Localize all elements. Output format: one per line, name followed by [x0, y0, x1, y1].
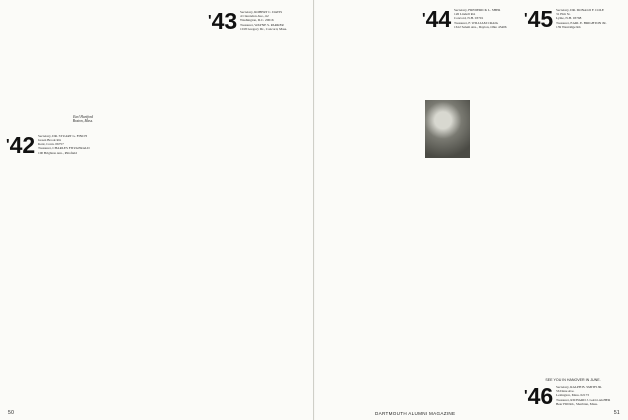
- page-number-left: 50: [8, 410, 15, 416]
- right-page: [315, 0, 628, 420]
- class-numeral: '45: [524, 6, 554, 32]
- class-header-45: [524, 6, 622, 40]
- signature-city: Boston, Mass.: [72, 119, 93, 124]
- class-header-43: [208, 8, 307, 42]
- column-right-2: [422, 4, 518, 399]
- signature-name: Earl Hartford: [73, 114, 93, 119]
- column-right-3: [524, 4, 622, 399]
- magazine-footer-title: DARTMOUTH ALUMNI MAGAZINE: [375, 411, 456, 416]
- class-numeral: '44: [422, 6, 452, 32]
- class-header-44: [422, 6, 518, 40]
- column-left-1: [6, 4, 101, 399]
- class-officers: Secretary, DR. DONALD F. COLE 31 Elm St. Lyme, N.H. 03768 Treasurer, EARL E. BRIGHTON JR. 139 Westridge Rd.: [556, 8, 607, 29]
- page-number-right: 51: [613, 410, 620, 416]
- column-right-1: [321, 4, 416, 399]
- column-left-2: [107, 4, 202, 399]
- class-header-46: [524, 383, 622, 413]
- class-numeral: '43: [208, 8, 238, 34]
- class-numeral: '46: [524, 383, 554, 409]
- class-officers: Secretary, DR. STUART G. FINCH Green Brook Rd. Kent, Conn. 06757 Treasurer, CHARLES FITZGERALD 100 Brighton Ave., Pittsfield: [38, 133, 90, 155]
- class-officers: Secretary, FREDERICK L. SHER 126 Lindell Rd. Concord, N.H. 03701 Treasurer, F. WILLIAM CRAIG 1612 Salem Ave., Dayton, Ohio 45406: [454, 8, 507, 29]
- column-left-3: [208, 4, 307, 399]
- class-officers: Secretary, RALPH B. SMITH JR. 56 Dane Ave. Lexington, Mass. 02173 Treasurer, RICHARD J. GALLAGHER Bear Hill Rd., Sharbran, Mass.: [556, 385, 611, 406]
- portrait-photo: [425, 100, 470, 158]
- closing-line: SEE YOU IN HANOVER IN JUNE.: [545, 378, 601, 382]
- class-numeral: '42: [6, 131, 36, 158]
- class-officers: Secretary, ROBERT C. DAVIS 4 Clarendon Ave., #2 Washington, D.C. 20016 Treasurer, WAYNE S. PARKER 1018 Gregory Dr., Concord, Mass.: [240, 10, 288, 31]
- class-header-42: [6, 132, 101, 166]
